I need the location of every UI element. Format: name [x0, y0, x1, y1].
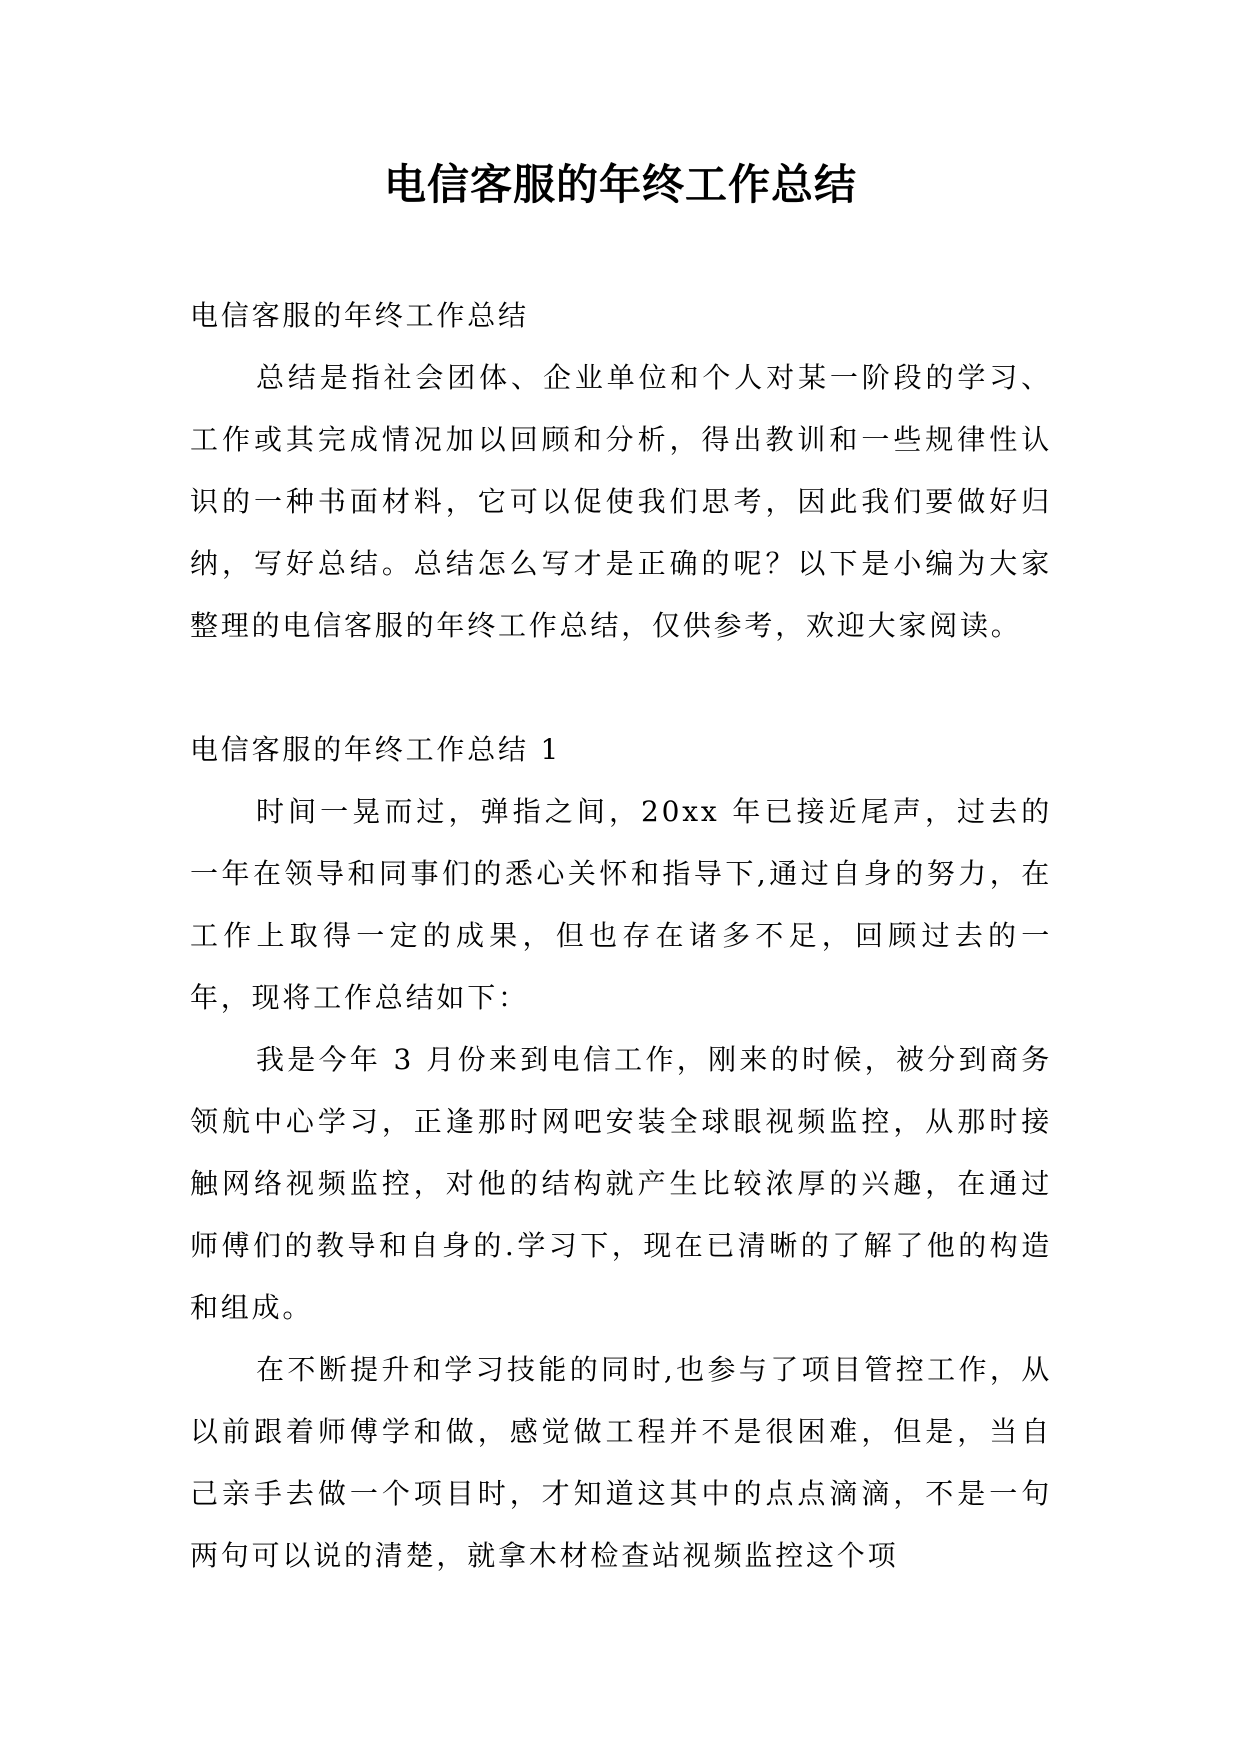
intro-paragraph: 总结是指社会团体、企业单位和个人对某一阶段的学习、工作或其完成情况加以回顾和分析，得出教训和一些规律性认识的一种书面材料，它可以促使我们思考，因此我们要做好归纳，写好总结。总结怎么写才是正确的呢？以下是小编为大家整理的电信客服的年终工作总结，仅供参考，欢迎大家阅读。: [190, 361, 1052, 642]
body-paragraph-3: 在不断提升和学习技能的同时,也参与了项目管控工作，从以前跟着师傅学和做，感觉做工程并不是很困难，但是，当自己亲手去做一个项目时，才知道这其中的点点滴滴，不是一句两句可以说的清楚，就拿木材检查站视频监控这个项: [190, 1353, 1052, 1572]
paragraph-gap: [190, 657, 1052, 719]
body-paragraph-2: 我是今年 3 月份来到电信工作，刚来的时候，被分到商务领航中心学习，正逢那时网吧安装全球眼视频监控，从那时接触网络视频监控，对他的结构就产生比较浓厚的兴趣，在通过师傅们的教导和自身的.学习下，现在已清晰的了解了他的构造和组成。: [190, 1043, 1052, 1324]
document-title: 电信客服的年终工作总结: [383, 160, 857, 209]
document-body: [190, 285, 1052, 1587]
section-heading: 电信客服的年终工作总结 1: [190, 733, 562, 766]
document-subtitle: 电信客服的年终工作总结: [190, 299, 529, 332]
body-paragraph-1: 时间一晃而过，弹指之间，20xx 年已接近尾声，过去的一年在领导和同事们的悉心关怀和指导下,通过自身的努力，在工作上取得一定的成果，但也存在诸多不足，回顾过去的一年，现将工作总结如下：: [190, 795, 1052, 1014]
